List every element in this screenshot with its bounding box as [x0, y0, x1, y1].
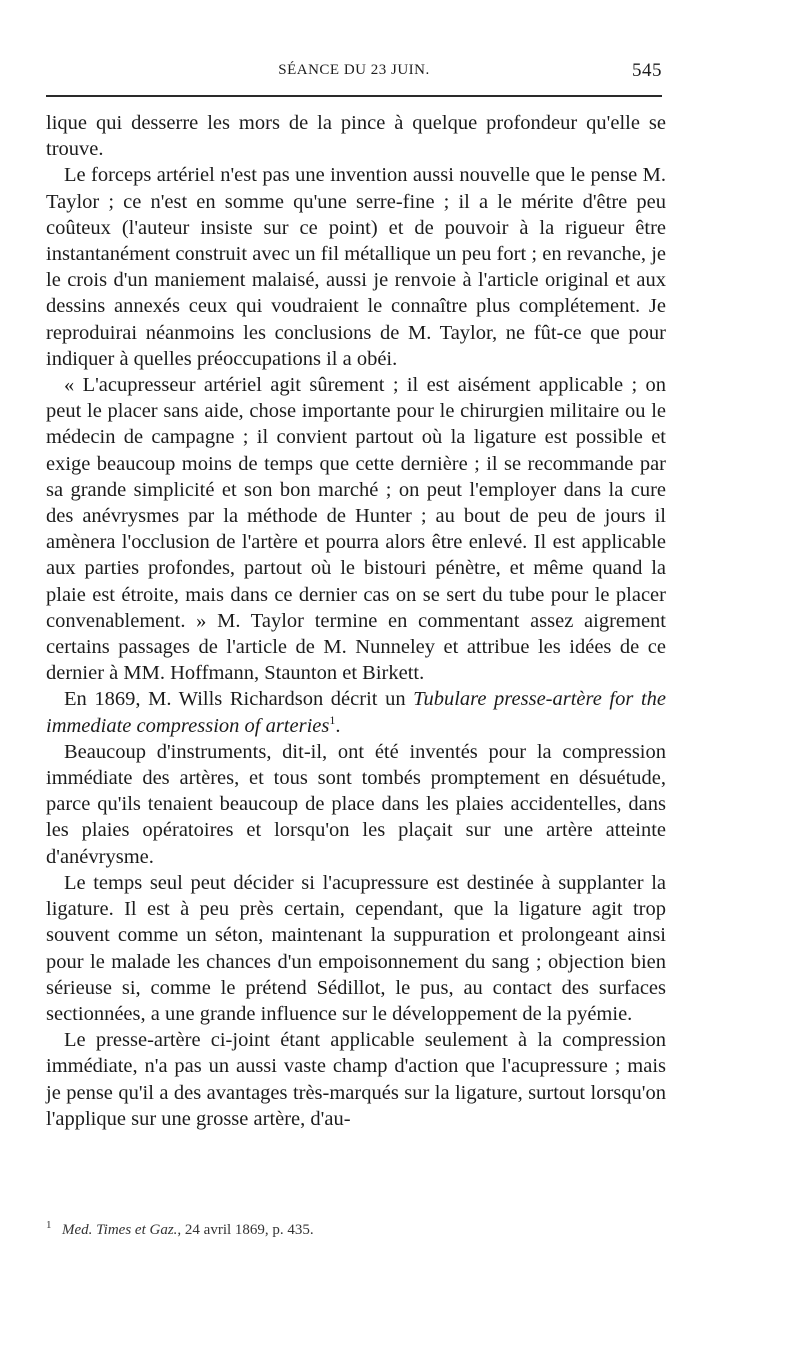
paragraph-forceps: Le forceps artériel n'est pas une invention aussi nouvelle que le pense M. Taylor ; ce n'est en somme qu'une serre-fine ; il a le mérite d'être peu coûteux (l'auteur insiste sur ce point) et de pouvoir à la rigueur être instantanément construit avec un fil métallique un peu fort ; en revanche, je le crois d'un maniement malaisé, aussi je renvoie à l'article original et aux dessins annexés ceux qui voudraient le connaître plus complétement. Je reproduirai néanmoins les conclusions de M. Taylor, ne fût-ce que pour indiquer à quelles préoccupations il a obéi. — [46, 164, 666, 370]
footnote-details: , 24 avril 1869, p. 435. — [177, 1222, 314, 1238]
instrument-title: Tubulare presse-artère for the immediate compression of arteries — [46, 688, 666, 737]
paragraph-continuation: lique qui desserre les mors de la pince à quelque profondeur qu'elle se trouve. — [46, 112, 666, 161]
paragraph-richardson-text: En 1869, M. Wills Richardson décrit un — [64, 688, 414, 711]
paragraph-presse-artere: Le presse-artère ci-joint étant applicable seulement à la compression immédiate, n'a pas un aussi vaste champ d'action que l'acupressure ; mais je pense qu'il a des avantages très-marqués sur la ligature, surtout lorsqu'on l'applique sur une grosse artère, d'au- — [46, 1029, 666, 1130]
footnote-source: Med. Times et Gaz. — [62, 1222, 178, 1238]
paragraph-richardson-end: . — [335, 714, 341, 737]
header-rule — [46, 95, 662, 97]
paragraph-instruments: Beaucoup d'instruments, dit-il, ont été inventés pour la compression immédiate des artères, et tous sont tombés promptement en désuétude, parce qu'ils tenaient beaucoup de place dans les plaies accidentelles, dans les plaies opératoires et lorsqu'on les plaçait sur une artère atteinte d'anévrysme. — [46, 740, 666, 868]
paragraph-richardson — [46, 686, 666, 738]
paragraph-quote-taylor: « L'acupresseur artériel agit sûrement ; il est aisément applicable ; on peut le placer sans aide, chose importante pour le chirurgien militaire ou le médecin de campagne ; il convient partout où la ligature est possible et exige beaucoup moins de temps que cette dernière ; il se recommande par sa grande simplicité et son bon marché ; on peut l'employer dans la cure des anévrysmes par la méthode de Hunter ; au bout de peu de jours il amènera l'occlusion de l'artère et pourra alors être enlevé. Il est applicable aux parties profondes, partout où le bistouri pénètre, et même quand la plaie est étroite, mais dans ce dernier cas on se sert du tube pour le placer convenablement. » M. Taylor termine en commentant assez aigrement certains passages de l'article de M. Nunneley et attribue les idées de ce dernier à MM. Hoffmann, Staunton et Birkett. — [46, 374, 666, 685]
running-title: SÉANCE DU 23 JUIN. — [278, 62, 430, 78]
running-head — [46, 60, 662, 86]
footnote: 1 Med. Times et Gaz., 24 avril 1869, p. 435. — [46, 1219, 314, 1238]
paragraph-acupressure: Le temps seul peut décider si l'acupressure est destinée à supplanter la ligature. Il est à peu près certain, cependant, que la ligature agit trop souvent comme un séton, maintenant la suppuration et prolongeant ainsi pour le malade les chances d'un empoisonnement du sang ; objection bien sérieuse si, comme le prétend Sédillot, le pus, au contact des surfaces sectionnées, a une grande influence sur le développement de la pyémie. — [46, 871, 666, 1025]
page-number: 545 — [632, 60, 662, 81]
footnote-reference: 1 — [329, 712, 336, 727]
body-text — [46, 110, 666, 1132]
